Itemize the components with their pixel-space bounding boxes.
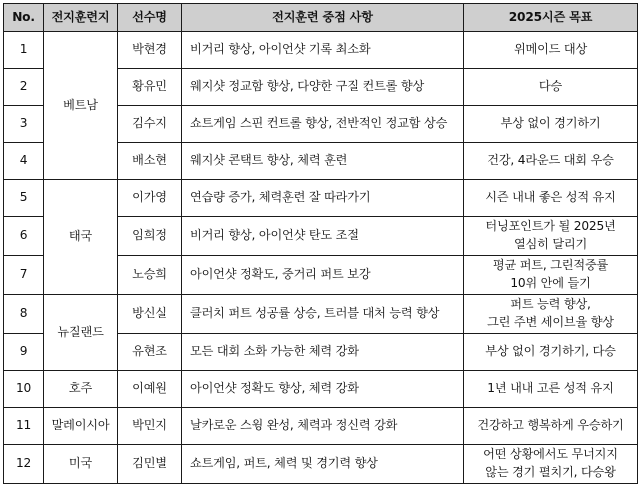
table-row [4,32,638,69]
training-focus: 비거리 향상, 아이언샷 기록 최소화 [182,32,464,69]
location-cell: 뉴질랜드 [44,295,118,371]
table-row [4,295,638,334]
training-focus: 연습량 증가, 체력훈련 잘 따라가기 [182,180,464,217]
row-number: 1 [4,32,44,69]
header-goal: 2025시즌 목표 [464,4,638,32]
header-row [4,4,638,32]
training-table [3,3,638,484]
row-number: 6 [4,217,44,256]
player-name: 노승희 [118,256,182,295]
season-goal: 위메이드 대상 [464,32,638,69]
season-goal: 부상 없이 경기하기 [464,106,638,143]
season-goal: 어떤 상황에서도 무너지지 않는 경기 펼치기, 다승왕 [464,445,638,484]
season-goal: 터닝포인트가 될 2025년 열심히 달리기 [464,217,638,256]
row-number: 12 [4,445,44,484]
player-name: 배소현 [118,143,182,180]
header-player: 선수명 [118,4,182,32]
table-row [4,180,638,217]
location-cell: 베트남 [44,32,118,180]
table-row [4,371,638,408]
player-name: 방신실 [118,295,182,334]
table-row [4,408,638,445]
location-cell: 호주 [44,371,118,408]
row-number: 10 [4,371,44,408]
header-no: No. [4,4,44,32]
location-cell: 태국 [44,180,118,295]
training-focus: 웨지샷 정교함 향상, 다양한 구질 컨트롤 향상 [182,69,464,106]
player-name: 김민별 [118,445,182,484]
header-focus: 전지훈련 중점 사항 [182,4,464,32]
row-number: 3 [4,106,44,143]
location-cell: 미국 [44,445,118,484]
player-name: 김수지 [118,106,182,143]
season-goal: 건강, 4라운드 대회 우승 [464,143,638,180]
row-number: 7 [4,256,44,295]
player-name: 이예원 [118,371,182,408]
location-cell: 말레이시아 [44,408,118,445]
row-number: 2 [4,69,44,106]
player-name: 유현조 [118,334,182,371]
header-location: 전지훈련지 [44,4,118,32]
player-name: 임희정 [118,217,182,256]
season-goal: 퍼트 능력 향상, 그린 주변 세이브율 향상 [464,295,638,334]
row-number: 8 [4,295,44,334]
season-goal: 건강하고 행복하게 우승하기 [464,408,638,445]
training-focus: 날카로운 스윙 완성, 체력과 정신력 강화 [182,408,464,445]
season-goal: 부상 없이 경기하기, 다승 [464,334,638,371]
player-name: 박민지 [118,408,182,445]
training-focus: 아이언샷 정확도 향상, 체력 강화 [182,371,464,408]
row-number: 11 [4,408,44,445]
player-name: 황유민 [118,69,182,106]
row-number: 5 [4,180,44,217]
training-focus: 쇼트게임 스핀 컨트롤 향상, 전반적인 정교함 상승 [182,106,464,143]
training-focus: 비거리 향상, 아이언샷 탄도 조절 [182,217,464,256]
season-goal: 다승 [464,69,638,106]
row-number: 4 [4,143,44,180]
table-row [4,445,638,484]
training-focus: 모든 대회 소화 가능한 체력 강화 [182,334,464,371]
row-number: 9 [4,334,44,371]
training-focus: 클러치 퍼트 성공률 상승, 트러블 대처 능력 향상 [182,295,464,334]
player-name: 박현경 [118,32,182,69]
training-focus: 웨지샷 콘택트 향상, 체력 훈련 [182,143,464,180]
training-focus: 쇼트게임, 퍼트, 체력 및 경기력 향상 [182,445,464,484]
season-goal: 시즌 내내 좋은 성적 유지 [464,180,638,217]
season-goal: 평균 퍼트, 그린적중률 10위 안에 들기 [464,256,638,295]
season-goal: 1년 내내 고른 성적 유지 [464,371,638,408]
player-name: 이가영 [118,180,182,217]
training-focus: 아이언샷 정확도, 중거리 퍼트 보강 [182,256,464,295]
